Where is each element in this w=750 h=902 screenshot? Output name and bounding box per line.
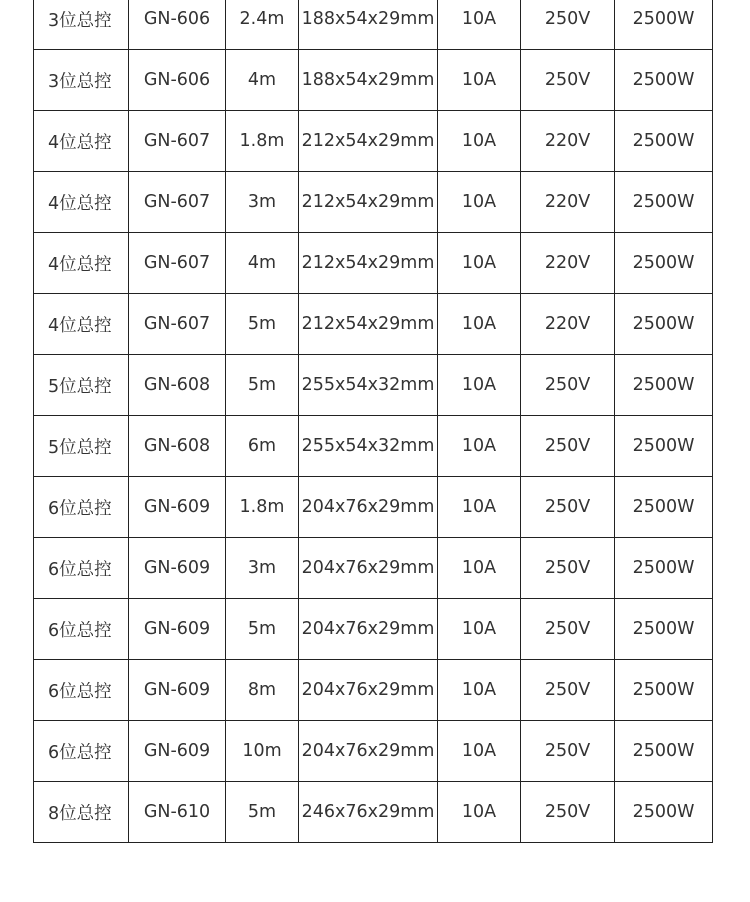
- cell-size: 255x54x32mm: [299, 355, 438, 416]
- cell-model: GN-608: [129, 416, 226, 477]
- cell-size: 212x54x29mm: [299, 294, 438, 355]
- cell-size: 212x54x29mm: [299, 172, 438, 233]
- cell-current: 10A: [438, 233, 521, 294]
- cell-power: 2500W: [615, 294, 713, 355]
- cell-length: 4m: [226, 233, 299, 294]
- cell-size: 188x54x29mm: [299, 50, 438, 111]
- cell-power: 2500W: [615, 721, 713, 782]
- cell-length: 3m: [226, 172, 299, 233]
- cell-model: GN-609: [129, 538, 226, 599]
- cell-length: 2.4m: [226, 0, 299, 50]
- table-row: [34, 721, 713, 782]
- cell-model: GN-606: [129, 0, 226, 50]
- cell-current: 10A: [438, 355, 521, 416]
- cell-voltage: 250V: [521, 416, 615, 477]
- cell-size: 204x76x29mm: [299, 477, 438, 538]
- cell-power: 2500W: [615, 538, 713, 599]
- cell-model: GN-609: [129, 477, 226, 538]
- cell-voltage: 250V: [521, 355, 615, 416]
- cell-voltage: 250V: [521, 599, 615, 660]
- cell-voltage: 220V: [521, 111, 615, 172]
- cell-model: GN-610: [129, 782, 226, 843]
- cell-size: 212x54x29mm: [299, 233, 438, 294]
- cell-voltage: 250V: [521, 782, 615, 843]
- table-row: [34, 416, 713, 477]
- cell-model: GN-607: [129, 111, 226, 172]
- cell-model: GN-608: [129, 355, 226, 416]
- cell-voltage: 250V: [521, 721, 615, 782]
- cell-power: 2500W: [615, 599, 713, 660]
- cell-size: 212x54x29mm: [299, 111, 438, 172]
- product-spec-table: [33, 0, 713, 843]
- cell-current: 10A: [438, 416, 521, 477]
- cell-power: 2500W: [615, 416, 713, 477]
- cell-model: GN-609: [129, 599, 226, 660]
- cell-length: 1.8m: [226, 111, 299, 172]
- cell-current: 10A: [438, 538, 521, 599]
- cell-type: 4位总控: [34, 111, 129, 172]
- cell-voltage: 250V: [521, 538, 615, 599]
- cell-type: 6位总控: [34, 721, 129, 782]
- table-row: [34, 294, 713, 355]
- cell-current: 10A: [438, 0, 521, 50]
- cell-power: 2500W: [615, 172, 713, 233]
- cell-model: GN-607: [129, 233, 226, 294]
- cell-type: 6位总控: [34, 599, 129, 660]
- cell-length: 5m: [226, 782, 299, 843]
- table-row: [34, 0, 713, 50]
- cell-length: 8m: [226, 660, 299, 721]
- cell-size: 246x76x29mm: [299, 782, 438, 843]
- cell-size: 204x76x29mm: [299, 599, 438, 660]
- table-row: [34, 355, 713, 416]
- cell-type: 6位总控: [34, 477, 129, 538]
- cell-length: 4m: [226, 50, 299, 111]
- cell-model: GN-607: [129, 294, 226, 355]
- cell-power: 2500W: [615, 782, 713, 843]
- cell-length: 1.8m: [226, 477, 299, 538]
- table-row: [34, 50, 713, 111]
- cell-size: 188x54x29mm: [299, 0, 438, 50]
- cell-power: 2500W: [615, 50, 713, 111]
- cell-voltage: 220V: [521, 233, 615, 294]
- cell-power: 2500W: [615, 355, 713, 416]
- cell-model: GN-609: [129, 660, 226, 721]
- cell-type: 4位总控: [34, 233, 129, 294]
- cell-length: 5m: [226, 294, 299, 355]
- cell-type: 5位总控: [34, 416, 129, 477]
- cell-length: 5m: [226, 599, 299, 660]
- cell-power: 2500W: [615, 660, 713, 721]
- cell-type: 4位总控: [34, 294, 129, 355]
- cell-length: 3m: [226, 538, 299, 599]
- cell-model: GN-609: [129, 721, 226, 782]
- cell-model: GN-606: [129, 50, 226, 111]
- table-row: [34, 477, 713, 538]
- cell-type: 3位总控: [34, 50, 129, 111]
- cell-voltage: 220V: [521, 294, 615, 355]
- cell-size: 204x76x29mm: [299, 538, 438, 599]
- table-row: [34, 233, 713, 294]
- spec-table-body: [34, 0, 713, 843]
- cell-current: 10A: [438, 782, 521, 843]
- cell-current: 10A: [438, 172, 521, 233]
- cell-length: 5m: [226, 355, 299, 416]
- cell-current: 10A: [438, 660, 521, 721]
- cell-length: 6m: [226, 416, 299, 477]
- table-row: [34, 538, 713, 599]
- cell-type: 4位总控: [34, 172, 129, 233]
- cell-size: 255x54x32mm: [299, 416, 438, 477]
- table-row: [34, 111, 713, 172]
- cell-type: 3位总控: [34, 0, 129, 50]
- cell-voltage: 250V: [521, 477, 615, 538]
- cell-size: 204x76x29mm: [299, 660, 438, 721]
- cell-power: 2500W: [615, 477, 713, 538]
- cell-current: 10A: [438, 599, 521, 660]
- cell-type: 6位总控: [34, 538, 129, 599]
- cell-length: 10m: [226, 721, 299, 782]
- cell-power: 2500W: [615, 111, 713, 172]
- cell-type: 8位总控: [34, 782, 129, 843]
- table-row: [34, 660, 713, 721]
- cell-voltage: 250V: [521, 0, 615, 50]
- cell-type: 6位总控: [34, 660, 129, 721]
- cell-voltage: 250V: [521, 660, 615, 721]
- table-row: [34, 782, 713, 843]
- cell-power: 2500W: [615, 0, 713, 50]
- cell-voltage: 220V: [521, 172, 615, 233]
- cell-model: GN-607: [129, 172, 226, 233]
- cell-current: 10A: [438, 111, 521, 172]
- cell-size: 204x76x29mm: [299, 721, 438, 782]
- table-row: [34, 599, 713, 660]
- cell-type: 5位总控: [34, 355, 129, 416]
- cell-current: 10A: [438, 721, 521, 782]
- cell-current: 10A: [438, 477, 521, 538]
- cell-power: 2500W: [615, 233, 713, 294]
- cell-current: 10A: [438, 50, 521, 111]
- cell-current: 10A: [438, 294, 521, 355]
- cell-voltage: 250V: [521, 50, 615, 111]
- table-row: [34, 172, 713, 233]
